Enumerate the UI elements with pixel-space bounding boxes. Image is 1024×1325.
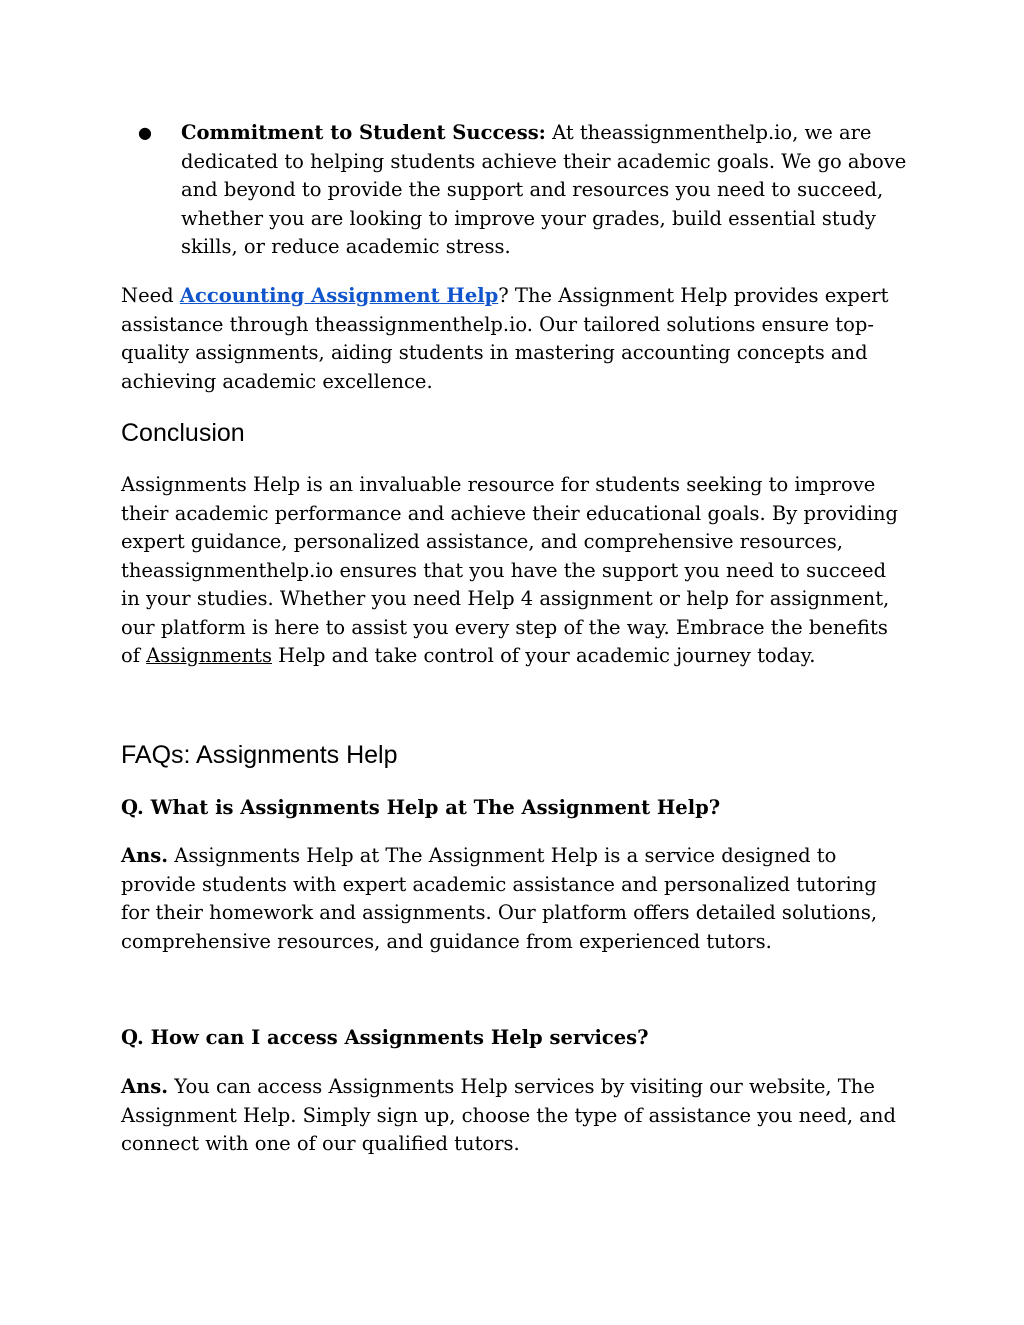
- bullet-body: At theassignmenthelp.io, we are dedicated to helping students achieve their academic goals. We go above and beyond to provide the support and resources you need to succeed, whether you are looking to improve your grades, build essential study skills, or reduce academic stress.: [181, 121, 907, 258]
- faq-answer-1: [121, 842, 911, 956]
- faqs-heading: FAQs: Assignments Help: [121, 741, 398, 769]
- accounting-prefix: Need: [121, 284, 180, 307]
- faq-question-2-text: Q. How can I access Assignments Help services?: [121, 1026, 649, 1049]
- conclusion-heading: Conclusion: [121, 419, 245, 447]
- bullet-title: Commitment to Student Success:: [181, 121, 546, 144]
- assignments-underlined-link[interactable]: Assignments: [146, 644, 272, 667]
- conclusion-paragraph: [121, 471, 911, 671]
- faq-question-1: [121, 794, 911, 823]
- conclusion-body: Assignments Help is an invaluable resource for students seeking to improve their academic performance and achieve their educational goals. By providing expert guidance, personalized assistance, and comprehensive resources, theassignmenthelp.io ensures that you have the support you need to succeed in your studies. Whether you need Help 4 assignment or help for assignment, our platform is here to assist you every step of the way. Embrace the benefits of: [121, 473, 899, 667]
- bullet-dot-icon: ●: [138, 123, 152, 142]
- faq-answer-2-label: Ans.: [121, 1075, 169, 1098]
- faq-answer-1-label: Ans.: [121, 844, 169, 867]
- accounting-paragraph: [121, 282, 911, 396]
- faq-question-2: [121, 1024, 911, 1053]
- faq-answer-2: [121, 1073, 911, 1159]
- faq-answer-1-text: Assignments Help at The Assignment Help is a service designed to provide students with expert academic assistance and personalized tutoring for their homework and assignments. Our platform offers detailed solutions, comprehensive resources, and guidance from experienced tutors.: [121, 844, 878, 953]
- faq-question-1-text: Q. What is Assignments Help at The Assignment Help?: [121, 796, 721, 819]
- faq-answer-2-text: You can access Assignments Help services by visiting our website, The Assignment Help. Simply sign up, choose the type of assistance you need, and connect with one of our qualified tutors.: [121, 1075, 896, 1155]
- accounting-assignment-help-link[interactable]: Accounting Assignment Help: [179, 284, 499, 307]
- accounting-suffix: ? The Assignment Help provides expert assistance through theassignmenthelp.io. Our tailored solutions ensure top-quality assignments, aiding students in mastering accounting concepts and achieving academic excellence.: [121, 284, 889, 393]
- conclusion-tail: Help and take control of your academic journey today.: [271, 644, 816, 667]
- bullet-paragraph: [181, 119, 911, 262]
